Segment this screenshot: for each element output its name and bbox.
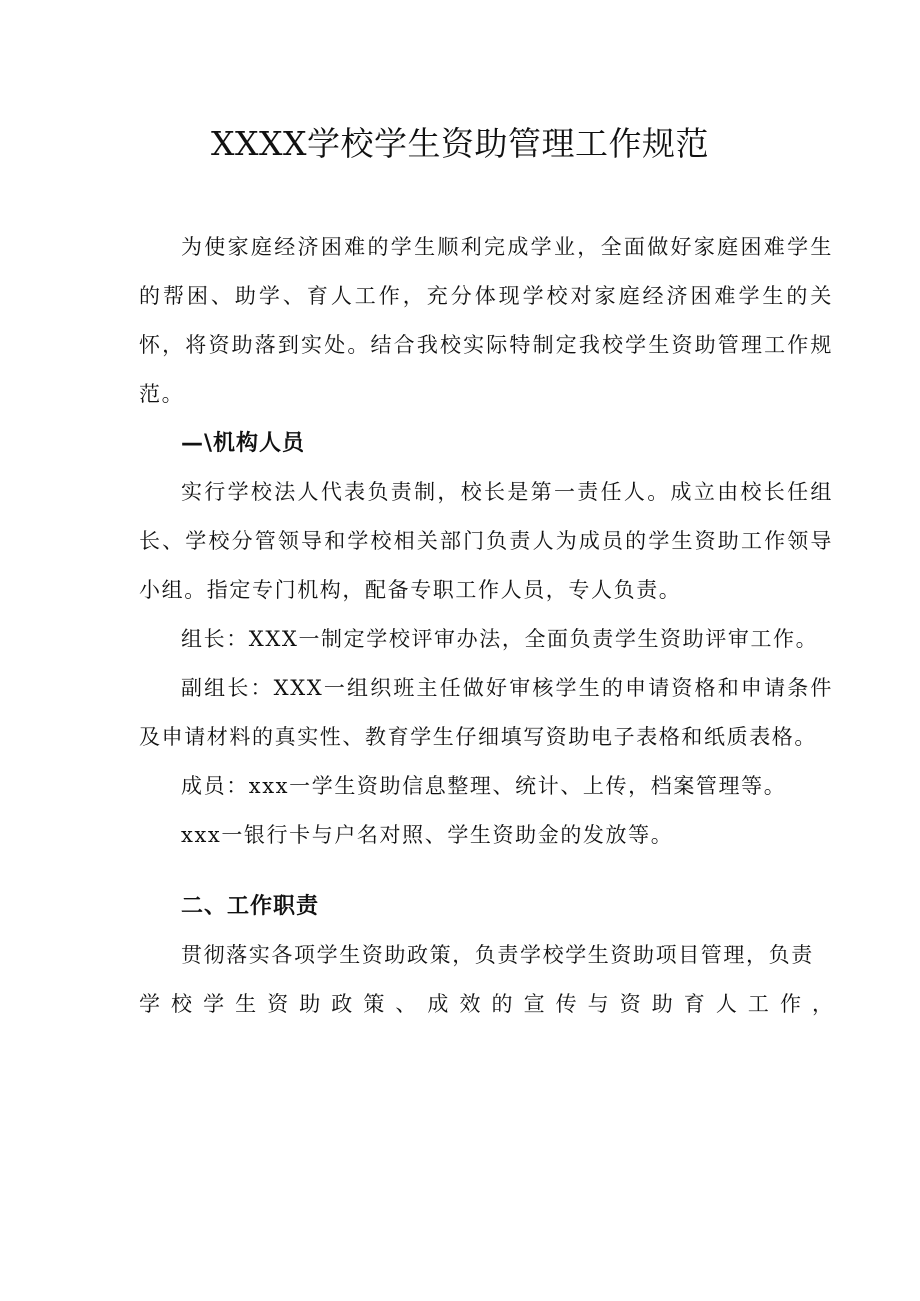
- section-spacer: [139, 860, 833, 882]
- section-2-body-line-1: 贯彻落实各项学生资助政策，负责学校学生资助项目管理，负责: [181, 943, 814, 967]
- section-2-body-line-2: 学校学生资助政策、成效的宣传与资助育人工作，: [139, 992, 833, 1016]
- member-1-paragraph: 成员：xxx一学生资助信息整理、统计、上传，档案管理等。: [181, 774, 787, 798]
- member-2-paragraph: xxx一银行卡与户名对照、学生资助金的发放等。: [181, 823, 674, 847]
- section-2-heading: 二、工作职责: [181, 894, 320, 919]
- document-title: XXXX学校学生资助管理工作规范: [211, 124, 709, 163]
- leader-paragraph: 组长：XXX一制定学校评审办法，全面负责学生资助评审工作。: [181, 627, 819, 651]
- section-1-heading: —\机构人员: [181, 431, 306, 456]
- section-1-body: 实行学校法人代表负责制，校长是第一责任人。成立由校长任组长、学校分管领导和学校相关部门负责人为成员的学生资助工作领导小组。指定专门机构，配备专职工作人员，专人负责。: [139, 480, 833, 602]
- intro-paragraph: 为使家庭经济困难的学生顺利完成学业，全面做好家庭困难学生的帮困、助学、育人工作，充分体现学校对家庭经济困难学生的关怀，将资助落到实处。结合我校实际特制定我校学生资助管理工作规范。: [139, 235, 833, 406]
- document-body: [139, 223, 833, 1029]
- deputy-leader-paragraph: 副组长：XXX一组织班主任做好审核学生的申请资格和申请条件及申请材料的真实性、教育学生仔细填写资助电子表格和纸质表格。: [139, 676, 833, 749]
